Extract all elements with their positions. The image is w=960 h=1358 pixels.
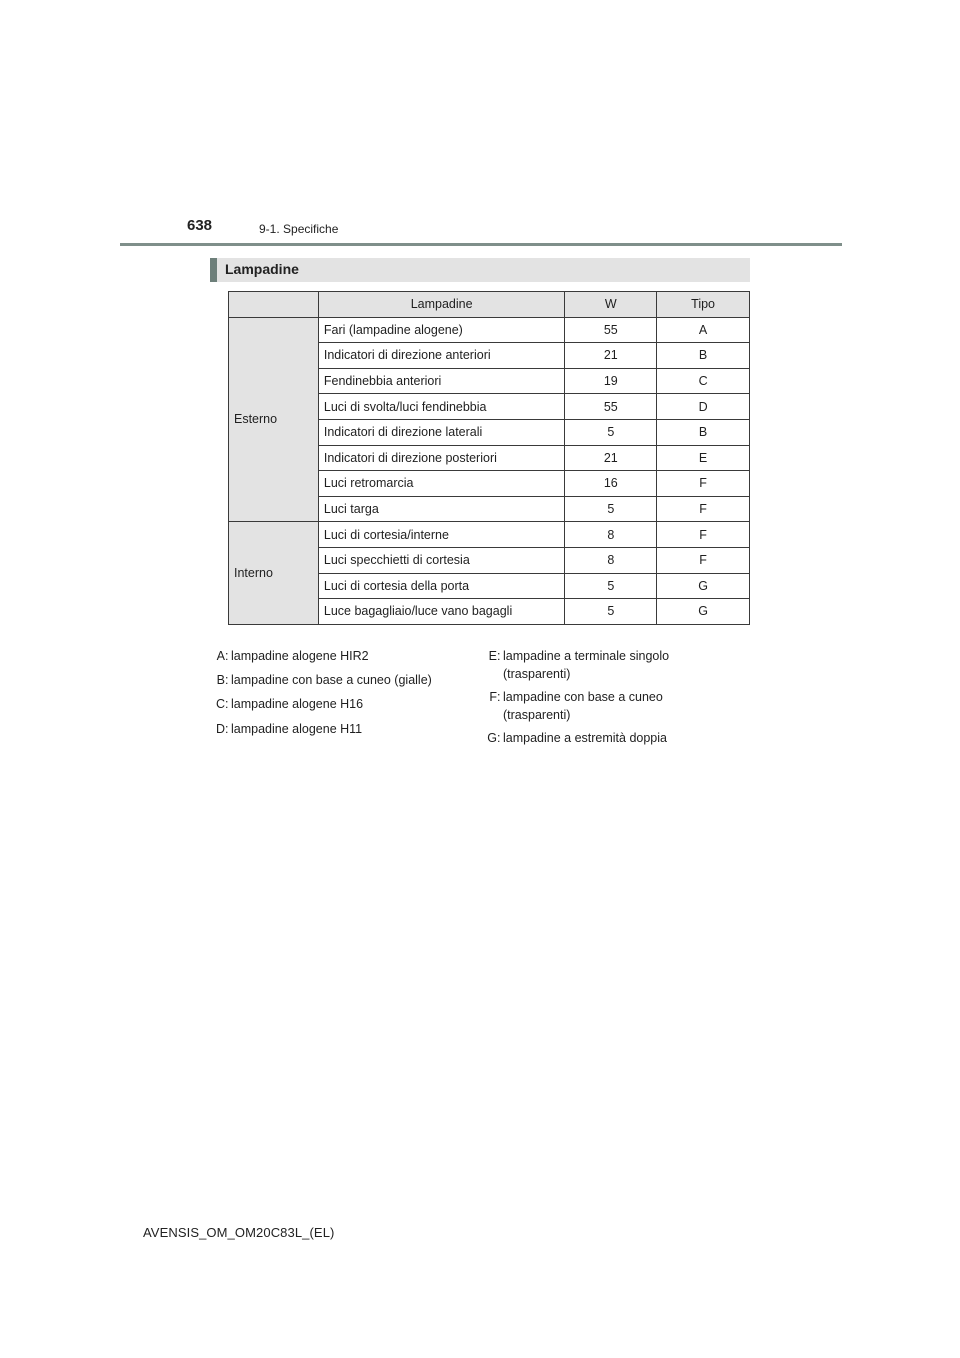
group-label-interior: Interno xyxy=(229,522,319,624)
bulb-type: F xyxy=(657,471,750,497)
legend-colon: : xyxy=(497,731,501,745)
page-number: 638 xyxy=(187,217,213,234)
bulb-watt: 55 xyxy=(565,317,657,343)
bulb-type: F xyxy=(657,547,750,573)
bulb-watt: 21 xyxy=(565,343,657,369)
column-header-bulb: Lampadine xyxy=(318,292,565,318)
table-row xyxy=(229,317,750,343)
bulb-type: F xyxy=(657,522,750,548)
legend-colon: : xyxy=(225,697,229,712)
legend-key: B xyxy=(216,673,225,688)
legend-item xyxy=(208,720,432,738)
bulb-name: Fendinebbia anteriori xyxy=(318,368,565,394)
bulb-type: B xyxy=(657,419,750,445)
bulb-name: Fari (lampadine alogene) xyxy=(318,317,565,343)
legend-text: lampadine con base a cuneo (trasparenti) xyxy=(503,690,663,722)
legend-key: E xyxy=(488,649,497,663)
bulb-watt: 19 xyxy=(565,368,657,394)
legend-item xyxy=(480,647,669,683)
bulb-watt: 21 xyxy=(565,445,657,471)
bulb-name: Luci targa xyxy=(318,496,565,522)
bulbs-table xyxy=(228,291,750,625)
bulb-name: Luci specchietti di cortesia xyxy=(318,547,565,573)
column-header-watt: W xyxy=(565,292,657,318)
bulb-watt: 16 xyxy=(565,471,657,497)
legend-item xyxy=(208,671,432,689)
bulb-name: Luci retromarcia xyxy=(318,471,565,497)
legend-text: lampadine alogene H16 xyxy=(231,697,364,712)
group-label-exterior: Esterno xyxy=(229,317,319,522)
legend-colon: : xyxy=(497,649,501,663)
legend-key: A xyxy=(216,649,225,663)
bulb-watt: 5 xyxy=(565,419,657,445)
legend-text: lampadine a terminale singolo (trasparenti) xyxy=(503,649,670,681)
bulb-watt: 5 xyxy=(565,573,657,599)
legend-item xyxy=(480,688,669,724)
legend-key: C xyxy=(215,697,225,712)
bulb-watt: 8 xyxy=(565,547,657,573)
legend-right xyxy=(480,647,669,752)
legend-text: lampadine alogene H11 xyxy=(231,721,363,736)
bulb-type: G xyxy=(657,573,750,599)
table-row xyxy=(229,522,750,548)
legend-item xyxy=(480,729,669,747)
column-header-type: Tipo xyxy=(657,292,750,318)
section-reference: 9-1. Specifiche xyxy=(259,222,339,236)
header-rule xyxy=(120,243,842,246)
legend-colon: : xyxy=(225,721,229,736)
bulb-name: Indicatori di direzione anteriori xyxy=(318,343,565,369)
bulb-watt: 8 xyxy=(565,522,657,548)
bulb-type: G xyxy=(657,599,750,625)
footer-document-code: AVENSIS_OM_OM20C83L_(EL) xyxy=(143,1225,335,1240)
bulb-name: Luci di svolta/luci fendinebbia xyxy=(318,394,565,420)
bulb-watt: 5 xyxy=(565,599,657,625)
legend-text: lampadine a estremità doppia xyxy=(503,731,667,745)
section-heading xyxy=(210,258,750,282)
legend-item xyxy=(208,647,432,665)
bulb-type: C xyxy=(657,368,750,394)
bulb-type: B xyxy=(657,343,750,369)
bulb-name: Indicatori di direzione posteriori xyxy=(318,445,565,471)
bulb-name: Indicatori di direzione laterali xyxy=(318,419,565,445)
bulb-watt: 55 xyxy=(565,394,657,420)
legend-colon: : xyxy=(225,649,229,663)
legend-key: D xyxy=(215,721,225,736)
legend-key: F xyxy=(489,690,497,704)
table-header-row xyxy=(229,292,750,318)
bulb-type: F xyxy=(657,496,750,522)
bulb-name: Luci di cortesia della porta xyxy=(318,573,565,599)
legend-text: lampadine con base a cuneo (gialle) xyxy=(231,673,432,688)
column-header-group xyxy=(229,292,319,318)
bulb-name: Luci di cortesia/interne xyxy=(318,522,565,548)
legend-item xyxy=(208,695,432,713)
legend-left xyxy=(208,647,432,744)
bulb-name: Luce bagagliaio/luce vano bagagli xyxy=(318,599,565,625)
legend-key: G xyxy=(487,731,497,745)
bulb-type: A xyxy=(657,317,750,343)
bulb-watt: 5 xyxy=(565,496,657,522)
bulb-type: D xyxy=(657,394,750,420)
legend-colon: : xyxy=(497,690,501,704)
section-heading-title: Lampadine xyxy=(225,261,299,277)
legend-colon: : xyxy=(225,673,229,688)
legend-text: lampadine alogene HIR2 xyxy=(231,649,369,663)
bulb-type: E xyxy=(657,445,750,471)
